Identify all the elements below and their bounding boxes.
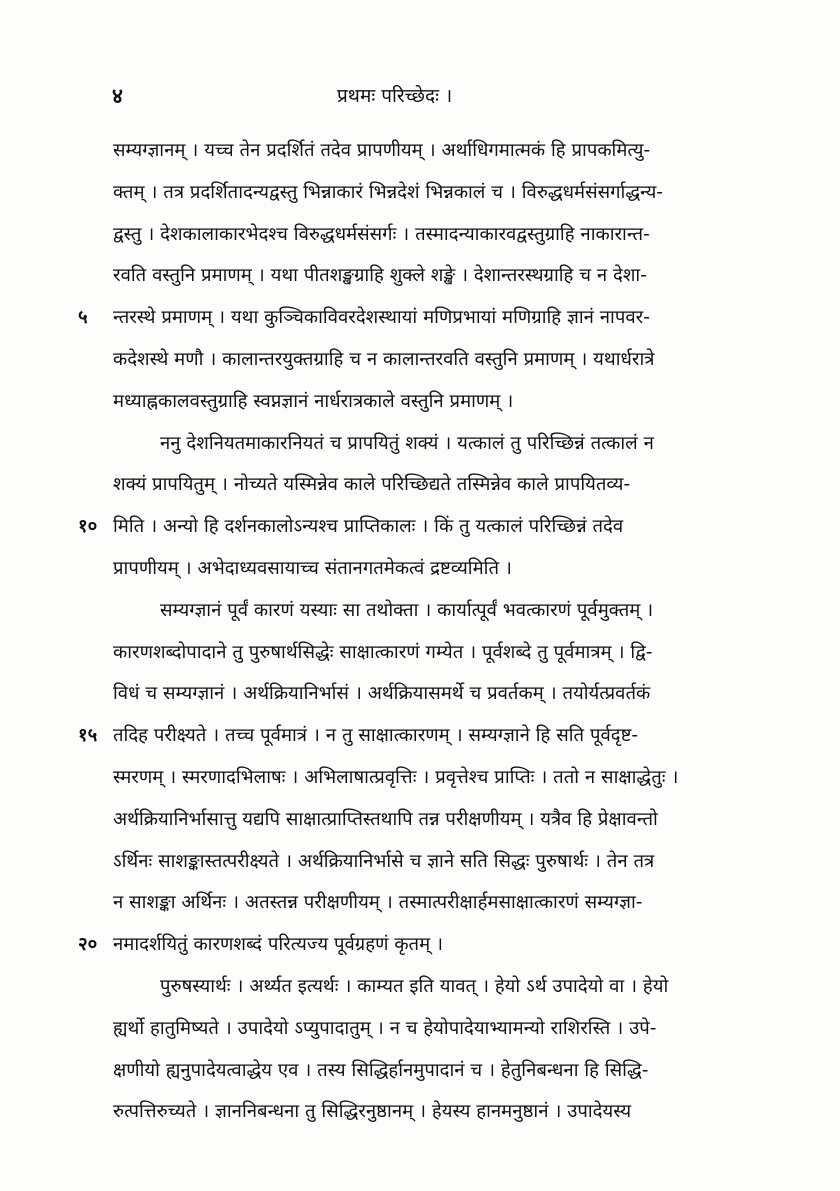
text-line — [0, 130, 840, 172]
line-text: शक्यं प्रापयितुम् । नोच्यते यस्मिन्नेव काले परिच्छिद्यते तस्मिन्नेव काले प्रापयितव्य- — [113, 474, 631, 496]
line-text: नमादर्शयितुं कारणशब्दं परित्यज्य पूर्वग्रहणं कृतम् । — [113, 934, 444, 956]
text-line — [0, 757, 840, 799]
line-text: प्रापणीयम् । अभेदाध्यवसायाच्च संतानगतमेकत्वं द्रष्टव्यमिति । — [113, 557, 512, 579]
text-line — [0, 297, 840, 339]
text-line — [0, 255, 840, 297]
line-text: न साशङ्का अर्थिनः । अतस्तन्न परीक्षणीयम् । तस्मात्परीक्षार्हमसाक्षात्कारणं सम्यग्ज्ञा- — [113, 892, 643, 914]
margin-line-number: ५ — [78, 307, 88, 329]
margin-line-number: १० — [78, 516, 98, 538]
text-line — [0, 1091, 840, 1133]
text-line — [0, 799, 840, 841]
line-text: क्तम् । तत्र प्रदर्शितादन्यद्वस्तु भिन्नाकारं भिन्नदेशं भिन्नकालं च । विरुद्धधर्मसंसर्गाद्धन्य- — [113, 181, 663, 203]
text-line — [0, 882, 840, 924]
text-line — [0, 423, 840, 465]
line-text: मध्याह्नकालवस्तुग्राहि स्वप्नज्ञानं नार्धरात्रकाले वस्तुनि प्रमाणम् । — [113, 390, 514, 412]
line-text: विधं च सम्यग्ज्ञानं । अर्थक्रियानिर्भासं । अर्थक्रियासमर्थे च प्रवर्तकम् । तयोर्यत्प्रवर्तकं — [113, 683, 651, 705]
line-text: ननु देशनियतमाकारनियतं च प्रापयितुं शक्यं । यत्कालं तु परिच्छिन्नं तत्कालं न — [160, 432, 654, 454]
text-line — [0, 548, 840, 590]
text-line — [0, 464, 840, 506]
line-text: मिति । अन्यो हि दर्शनकालोऽन्यश्च प्राप्तिकालः । किं तु यत्कालं परिच्छिन्नं तदेव — [113, 516, 624, 538]
text-line — [0, 506, 840, 548]
page-header — [112, 82, 722, 114]
line-text: सम्यग्ज्ञानम् । यच्च तेन प्रदर्शितं तदेव प्रापणीयम् । अर्थाधिगमात्मकं हि प्रापकमित्यु- — [113, 140, 651, 161]
text-line — [0, 673, 840, 715]
body-text — [0, 130, 840, 1133]
line-text: द्वस्तु । देशकालाकारभेदश्च विरुद्धधर्मसंसर्गः । तस्मादन्याकारवद्वस्तुग्राहि नाकारान्त- — [113, 223, 650, 245]
text-line — [0, 841, 840, 883]
line-text: क्षणीयो ह्यनुपादेयत्वाद्धेय एव । तस्य सिद्धिर्हानमुपादानं च । हेतुनिबन्धना हि सिद्धि- — [113, 1059, 649, 1081]
line-text: तदिह परीक्ष्यते । तच्च पूर्वमात्रं । न तु साक्षात्कारणम् । सम्यग्ज्ञाने हि सति पूर्वदृष्ट- — [113, 725, 639, 747]
line-text: स्मरणम् । स्मरणादभिलाषः । अभिलाषात्प्रवृत्तिः । प्रवृत्तेश्च प्राप्तिः । ततो न साक्षाद्धेतुः । — [113, 766, 679, 788]
line-text: पुरुषस्यार्थः । अर्थ्यत इत्यर्थः । काम्यत इति यावत् । हेयो ऽर्थ उपादेयो वा । हेयो — [160, 975, 669, 997]
text-line — [0, 715, 840, 757]
text-line — [0, 924, 840, 966]
line-text: ऽर्थिनः साशङ्कास्तत्परीक्ष्यते । अर्थक्रियानिर्भासे च ज्ञाने सति सिद्धः पुरुषार्थः । तेन तत्र — [113, 850, 655, 872]
line-text: न्तरस्थे प्रमाणम् । यथा कुञ्चिकाविवरदेशस्थायां मणिप्रभायां मणिग्राहि ज्ञानं नापवर- — [113, 307, 650, 329]
text-line — [0, 966, 840, 1008]
line-text: अर्थक्रियानिर्भासात्तु यद्यपि साक्षात्प्राप्तिस्तथापि तन्न परीक्षणीयम् । यत्रैव हि प्रेक्षावन्तो — [113, 808, 658, 830]
line-text: सम्यग्ज्ञानं पूर्वं कारणं यस्याः सा तथोक्ता । कार्यात्पूर्वं भवत्कारणं पूर्वमुक्तम् । — [160, 599, 654, 621]
text-line — [0, 632, 840, 674]
running-title: प्रथमः परिच्छेदः । — [337, 85, 453, 107]
text-line — [0, 1050, 840, 1092]
margin-line-number: २० — [78, 934, 98, 956]
line-text: ह्यर्थो हातुमिष्यते । उपादेयो ऽप्युपादातुम् । न च हेयोपादेयाभ्यामन्यो राशिरस्ति । उपे- — [113, 1017, 657, 1039]
text-line — [0, 172, 840, 214]
page-number: ४ — [112, 84, 123, 108]
margin-line-number: १५ — [78, 725, 98, 747]
text-line — [0, 1008, 840, 1050]
line-text: रवति वस्तुनि प्रमाणम् । यथा पीतशङ्खग्राहि शुक्ले शङ्खे । देशान्तरस्थग्राहि च न देशा- — [113, 265, 647, 287]
line-text: रुत्पत्तिरुच्यते । ज्ञाननिबन्धना तु सिद्धिरनुष्ठानम् । हेयस्य हानमनुष्ठानं । उपादेयस्य — [113, 1101, 632, 1123]
text-line — [0, 590, 840, 632]
line-text: कारणशब्दोपादाने तु पुरुषार्थसिद्धेः साक्षात्कारणं गम्येत । पूर्वशब्दे तु पूर्वमात्रम् । द्वि- — [113, 641, 653, 663]
text-line — [0, 381, 840, 423]
text-line — [0, 214, 840, 256]
line-text: कदेशस्थे मणौ । कालान्तरयुक्तग्राहि च न कालान्तरवति वस्तुनि प्रमाणम् । यथार्धरात्रे — [113, 348, 655, 370]
text-line — [0, 339, 840, 381]
